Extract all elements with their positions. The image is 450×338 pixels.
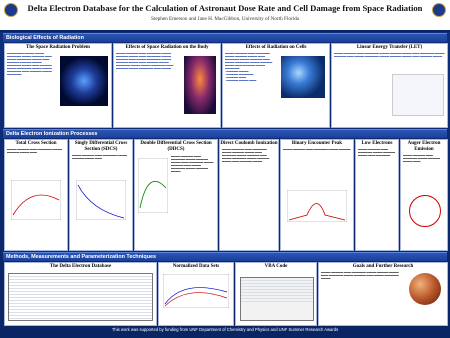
- poster-header: [0, 0, 450, 32]
- section-bar-methods: [3, 252, 447, 261]
- normalized-plot: [163, 274, 229, 308]
- panel-auger: [400, 139, 448, 251]
- cell-damage-image: [281, 56, 325, 98]
- panel-text-direct-coulomb: ▬▬▬▬ ▬▬▬▬▬ ▬▬▬ ▬▬▬▬▬▬ ▬▬▬▬ ▬▬▬▬▬ ▬▬▬▬ ▬▬▬ ▬▬▬▬▬▬ ▬▬▬▬ ▬▬▬▬▬ ▬▬▬ ▬▬▬▬ ▬▬▬▬▬▬ ▬▬▬▬ ▬▬▬▬▬ ▬▬▬▬ ▬▬▬ ▬▬▬▬▬ ▬▬▬▬: [222, 148, 270, 163]
- ddcs-plot: [138, 158, 168, 213]
- panel-text-sdcs: ▬▬▬▬ ▬▬▬▬▬ ▬▬▬ ▬▬▬▬▬▬ ▬▬▬▬ ▬▬▬▬▬ ▬▬▬▬ ▬▬▬: [72, 154, 127, 160]
- body-radiation-image: [184, 56, 216, 114]
- panel-sdcs: [69, 139, 133, 251]
- panel-title-space-problem: The Space Radiation Problem: [26, 45, 90, 50]
- panel-title-effects-body: Effects of Space Radiation on the Body: [125, 45, 209, 50]
- mars-image: [409, 273, 441, 305]
- panel-goals: [318, 262, 448, 326]
- panel-effects-body: [113, 43, 221, 128]
- panel-effects-cells: [222, 43, 330, 128]
- panel-ddcs: [134, 139, 218, 251]
- panel-title-database: The Delta Electron Database: [49, 264, 112, 269]
- panel-text-auger: ▬▬▬▬ ▬▬▬▬▬ ▬▬▬ ▬▬▬▬▬▬ ▬▬▬▬ ▬▬▬▬▬ ▬▬▬▬ ▬▬▬: [403, 154, 441, 163]
- section-title-biological: Biological Effects of Radiation: [6, 35, 84, 41]
- panel-title-ddcs: Double Differential Cross Section (DDCS): [140, 141, 212, 152]
- panel-title-vba: VBA Code: [264, 264, 288, 269]
- poster-footer: This work was supported by funding from UNF Department of Chemistry and Physics and UNF Summer Research Awards: [111, 327, 339, 332]
- vba-code-window: [240, 277, 314, 321]
- poster-title: Delta Electron Database for the Calculation of Astronaut Dose Rate and Cell Damage from Space Radiation: [27, 3, 423, 13]
- panel-database: [4, 262, 157, 326]
- panel-text-effects-body: ▬▬▬▬ ▬▬▬▬▬ ▬▬▬ ▬▬▬▬▬▬ ▬▬▬▬ ▬▬▬▬▬ ▬▬▬▬ ▬▬▬ ▬▬▬▬▬▬ ▬▬▬▬ ▬▬▬▬▬ ▬▬▬ ▬▬▬▬ ▬▬▬▬▬▬ ▬▬▬▬ ▬▬▬▬▬ ▬▬▬▬ ▬▬▬ ▬▬▬▬▬ ▬▬▬▬ ▬▬▬▬▬▬ ▬▬▬▬ ▬▬▬▬ ▬▬▬▬▬▬ ▬▬▬ ▬▬▬▬▬ ▬▬▬▬ ▬▬▬▬▬▬ ▬▬▬ ▬▬▬▬: [116, 52, 174, 70]
- panel-title-binary-peak: Binary Encounter Peak: [291, 141, 343, 146]
- panel-text-let: ▬▬▬▬ ▬▬▬▬▬ ▬▬▬ ▬▬▬▬▬▬ ▬▬▬▬ ▬▬▬▬▬ ▬▬▬▬ ▬▬▬ ▬▬▬▬▬▬ ▬▬▬▬ ▬▬▬▬▬ ▬▬▬ ▬▬▬▬ ▬▬▬▬▬▬ ▬▬▬▬ ▬▬▬▬▬ ▬▬▬▬ ▬▬▬ ▬▬▬▬▬ ▬▬▬▬: [334, 52, 445, 58]
- panel-text-effects-cells: ▬▬▬▬ ▬▬▬▬▬ ▬▬▬ ▬▬▬▬▬▬ ▬▬▬▬ ▬▬▬▬▬ ▬▬▬▬ ▬▬▬ ▬▬▬▬▬▬ ▬▬▬▬ ▬▬▬▬▬ ▬▬▬ ▬▬▬▬ ▬▬▬▬▬▬ ▬▬▬▬ ▬▬▬▬▬ ▬▬▬▬ ▬▬▬ ▬▬▬▬▬ ▬▬▬▬ ▬▬▬▬▬▬ • ▬▬▬▬▬ ▬▬▬▬ • ▬▬▬▬▬ ▬▬▬▬▬▬ • ▬▬▬▬▬ ▬▬▬ • ▬▬▬▬▬ ▬▬▬▬ ▬▬▬: [225, 52, 273, 82]
- panel-binary-peak: [280, 139, 354, 251]
- panel-text-space-problem: ▬▬▬▬▬▬▬ ▬▬▬▬ ▬▬▬▬ ▬▬▬▬▬▬ ▬▬▬▬ ▬▬▬▬▬ ▬▬▬ ▬▬▬▬ ▬▬▬▬▬▬ ▬▬▬▬ ▬▬▬ ▬▬▬▬▬ ▬▬▬▬▬ ▬▬▬▬ ▬▬▬▬▬▬ ▬▬▬▬ ▬▬▬ ▬▬▬▬▬ ▬▬▬▬ ▬▬▬▬▬▬ ▬▬▬▬ ▬▬▬▬ ▬▬▬▬▬▬ ▬▬▬ ▬▬▬▬▬ ▬▬▬▬ ▬▬▬▬▬▬: [7, 52, 52, 76]
- sun-radiation-image: [60, 56, 108, 106]
- panel-let: [331, 43, 448, 128]
- panel-text-binary-peak: ▬▬▬▬ ▬▬▬▬▬ ▬▬▬ ▬▬▬▬▬▬ ▬▬▬▬ ▬▬▬▬▬: [283, 148, 351, 151]
- poster-authors: Stephen Emerson and Jane H. MacGibbon, University of North Florida: [151, 16, 299, 22]
- section-bar-biological: [3, 33, 447, 42]
- panel-vba: [235, 262, 317, 326]
- panel-total-cs: [4, 139, 68, 251]
- panel-text-total-cs: ▬▬▬▬ ▬▬▬▬▬ ▬▬▬ ▬▬▬▬▬▬ ▬▬▬▬ ▬▬▬▬▬ ▬▬▬▬ ▬▬▬: [7, 148, 62, 154]
- panel-title-effects-cells: Effects of Radiation on Cells: [245, 45, 307, 50]
- panel-title-auger: Auger Electron Emission: [407, 141, 441, 152]
- panel-text-low-electrons: ▬▬▬▬ ▬▬▬▬▬ ▬▬▬ ▬▬▬▬▬▬ ▬▬▬▬ ▬▬▬▬▬ ▬▬▬▬ ▬▬▬ ▬▬▬▬▬▬: [358, 148, 396, 157]
- panel-title-normalized: Normalized Data Sets: [172, 264, 220, 269]
- sdcs-plot: [76, 180, 126, 220]
- panel-title-sdcs: Singly Differential Cross Section (SDCS): [74, 141, 128, 152]
- panel-normalized: [158, 262, 234, 326]
- university-logo-right: [432, 3, 446, 17]
- panel-direct-coulomb: [219, 139, 279, 251]
- panel-space-problem: [4, 43, 112, 128]
- total-cs-plot: [11, 180, 61, 220]
- section-bar-ionization: [3, 129, 447, 138]
- panel-title-total-cs: Total Cross Section: [15, 141, 57, 146]
- section-title-ionization: Delta Electron Ionization Processes: [6, 131, 98, 137]
- panel-low-electrons: [355, 139, 399, 251]
- database-spreadsheet: [8, 273, 153, 321]
- section-title-methods: Methods, Measurements and Parameterization Techniques: [6, 254, 156, 260]
- university-logo-left: [4, 3, 18, 17]
- panel-title-direct-coulomb: Direct Coulomb Ionization: [220, 141, 278, 146]
- let-diagram: [392, 74, 444, 116]
- panel-title-low-electrons: Low Electrons: [361, 141, 393, 146]
- binary-peak-plot: [287, 190, 347, 222]
- panel-title-let: Linear Energy Transfer (LET): [356, 45, 423, 50]
- panel-title-goals: Goals and Further Research: [352, 264, 414, 269]
- panel-text-ddcs: ▬▬▬▬ ▬▬▬▬▬ ▬▬▬ ▬▬▬▬▬▬ ▬▬▬▬ ▬▬▬▬▬ ▬▬▬▬ ▬▬▬ ▬▬▬▬▬▬ ▬▬▬▬ ▬▬▬▬▬ ▬▬▬ ▬▬▬▬ ▬▬▬▬▬▬ ▬▬▬▬ ▬▬▬▬▬ ▬▬▬▬: [171, 155, 214, 173]
- auger-diagram: [409, 195, 441, 227]
- panel-text-goals: ▬▬▬▬ ▬▬▬▬▬ ▬▬▬ ▬▬▬▬▬▬ ▬▬▬▬ ▬▬▬▬▬ ▬▬▬▬ ▬▬▬ ▬▬▬▬▬▬ ▬▬▬▬ ▬▬▬▬▬ ▬▬▬ ▬▬▬▬ ▬▬▬▬▬▬ ▬▬▬▬: [321, 271, 399, 280]
